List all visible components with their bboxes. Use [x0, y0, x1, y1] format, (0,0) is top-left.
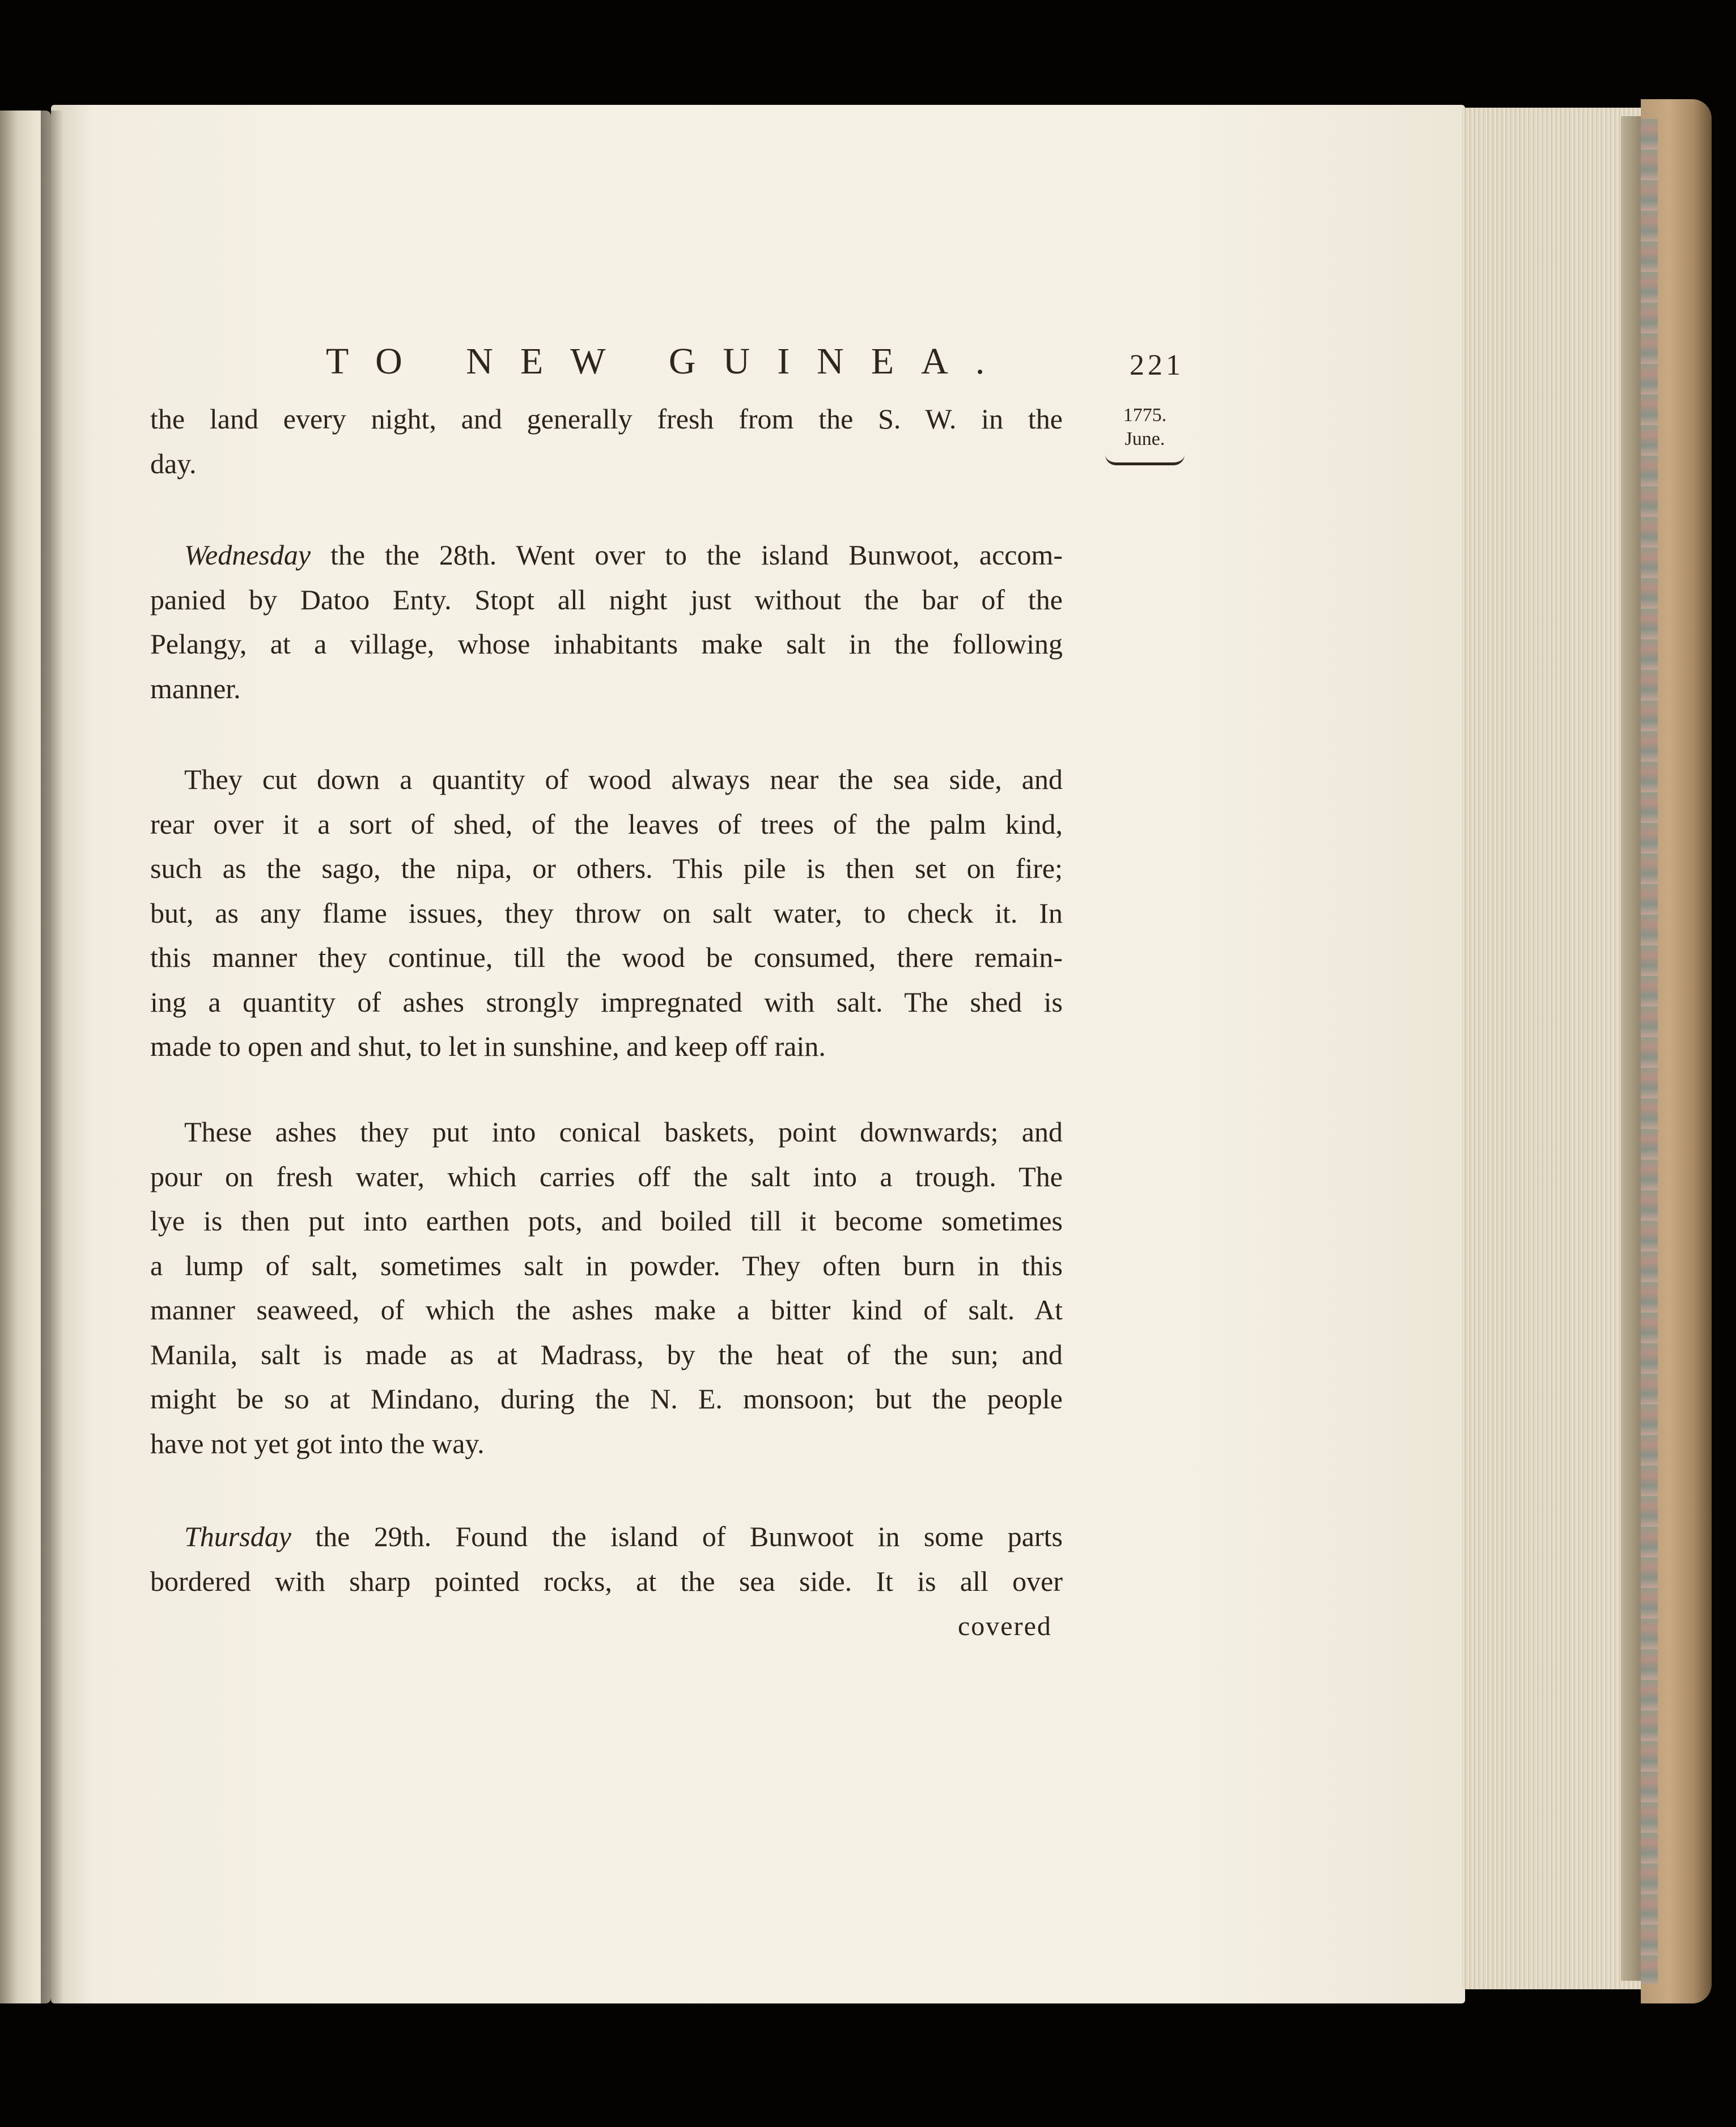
paragraph-5	[150, 1514, 1063, 1603]
text-line: lye is then put into earthen pots, and boiled till it become sometimes	[150, 1205, 1063, 1237]
text-line: pour on fresh water, which carries off the salt into a trough. The	[150, 1160, 1063, 1192]
text-line: They cut down a quantity of wood always near the sea side, and	[184, 763, 1063, 795]
day-name: Thursday	[184, 1521, 291, 1552]
text-line: day.	[150, 447, 197, 479]
text-line	[150, 1514, 1063, 1559]
text-line: the land every night, and generally fresh from the S. W. in the	[150, 403, 1063, 435]
paragraph-2	[150, 533, 1063, 711]
text-line-rest: the 29th. Found the island of Bunwoot in some parts	[291, 1521, 1063, 1552]
page-number: 221	[1130, 349, 1184, 381]
brace-mark	[1105, 455, 1185, 465]
text-line: such as the sago, the nipa, or others. This pile is then set on fire;	[150, 852, 1063, 884]
margin-date-note	[1102, 404, 1187, 465]
text-line: a lump of salt, sometimes salt in powder. They often burn in this	[150, 1249, 1063, 1281]
text-line: this manner they continue, till the wood be consumed, there remain-	[150, 941, 1063, 973]
text-line: These ashes they put into conical baskets, point downwards; and	[184, 1116, 1063, 1148]
text-line: made to open and shut, to let in sunshine, and keep off rain.	[150, 1030, 826, 1062]
text-line: have not yet got into the way.	[150, 1427, 485, 1459]
text-line: ing a quantity of ashes strongly impregnated with salt. The shed is	[150, 986, 1063, 1018]
paragraph-4	[150, 1110, 1063, 1466]
text-line: rear over it a sort of shed, of the leaves of trees of the palm kind,	[150, 808, 1063, 840]
paragraph-3	[150, 757, 1063, 1069]
text-line: but, as any flame issues, they throw on salt water, to check it. In	[150, 897, 1063, 929]
margin-month: June.	[1124, 428, 1165, 449]
text-line-rest: the the 28th. Went over to the island Bunwoot, accom-	[311, 539, 1063, 571]
text-line	[150, 533, 1063, 578]
paragraph-1	[150, 397, 1063, 486]
text-line: bordered with sharp pointed rocks, at the sea side. It is all over	[150, 1565, 1063, 1597]
text-line: manner seaweed, of which the ashes make a bitter kind of salt. At	[150, 1294, 1063, 1326]
day-name: Wednesday	[184, 539, 311, 571]
catchword: covered	[958, 1611, 1052, 1641]
margin-year: 1775.	[1123, 405, 1167, 426]
text-line: manner.	[150, 672, 241, 704]
text-line: Pelangy, at a village, whose inhabitants make salt in the following	[150, 628, 1063, 660]
text-line: Manila, salt is made as at Madrass, by the heat of the sun; and	[150, 1338, 1063, 1370]
text-line: panied by Datoo Enty. Stopt all night just without the bar of the	[150, 583, 1063, 615]
text-line: might be so at Mindano, during the N. E. monsoon; but the people	[150, 1383, 1063, 1415]
running-title: TO NEW GUINEA.	[326, 341, 1012, 382]
